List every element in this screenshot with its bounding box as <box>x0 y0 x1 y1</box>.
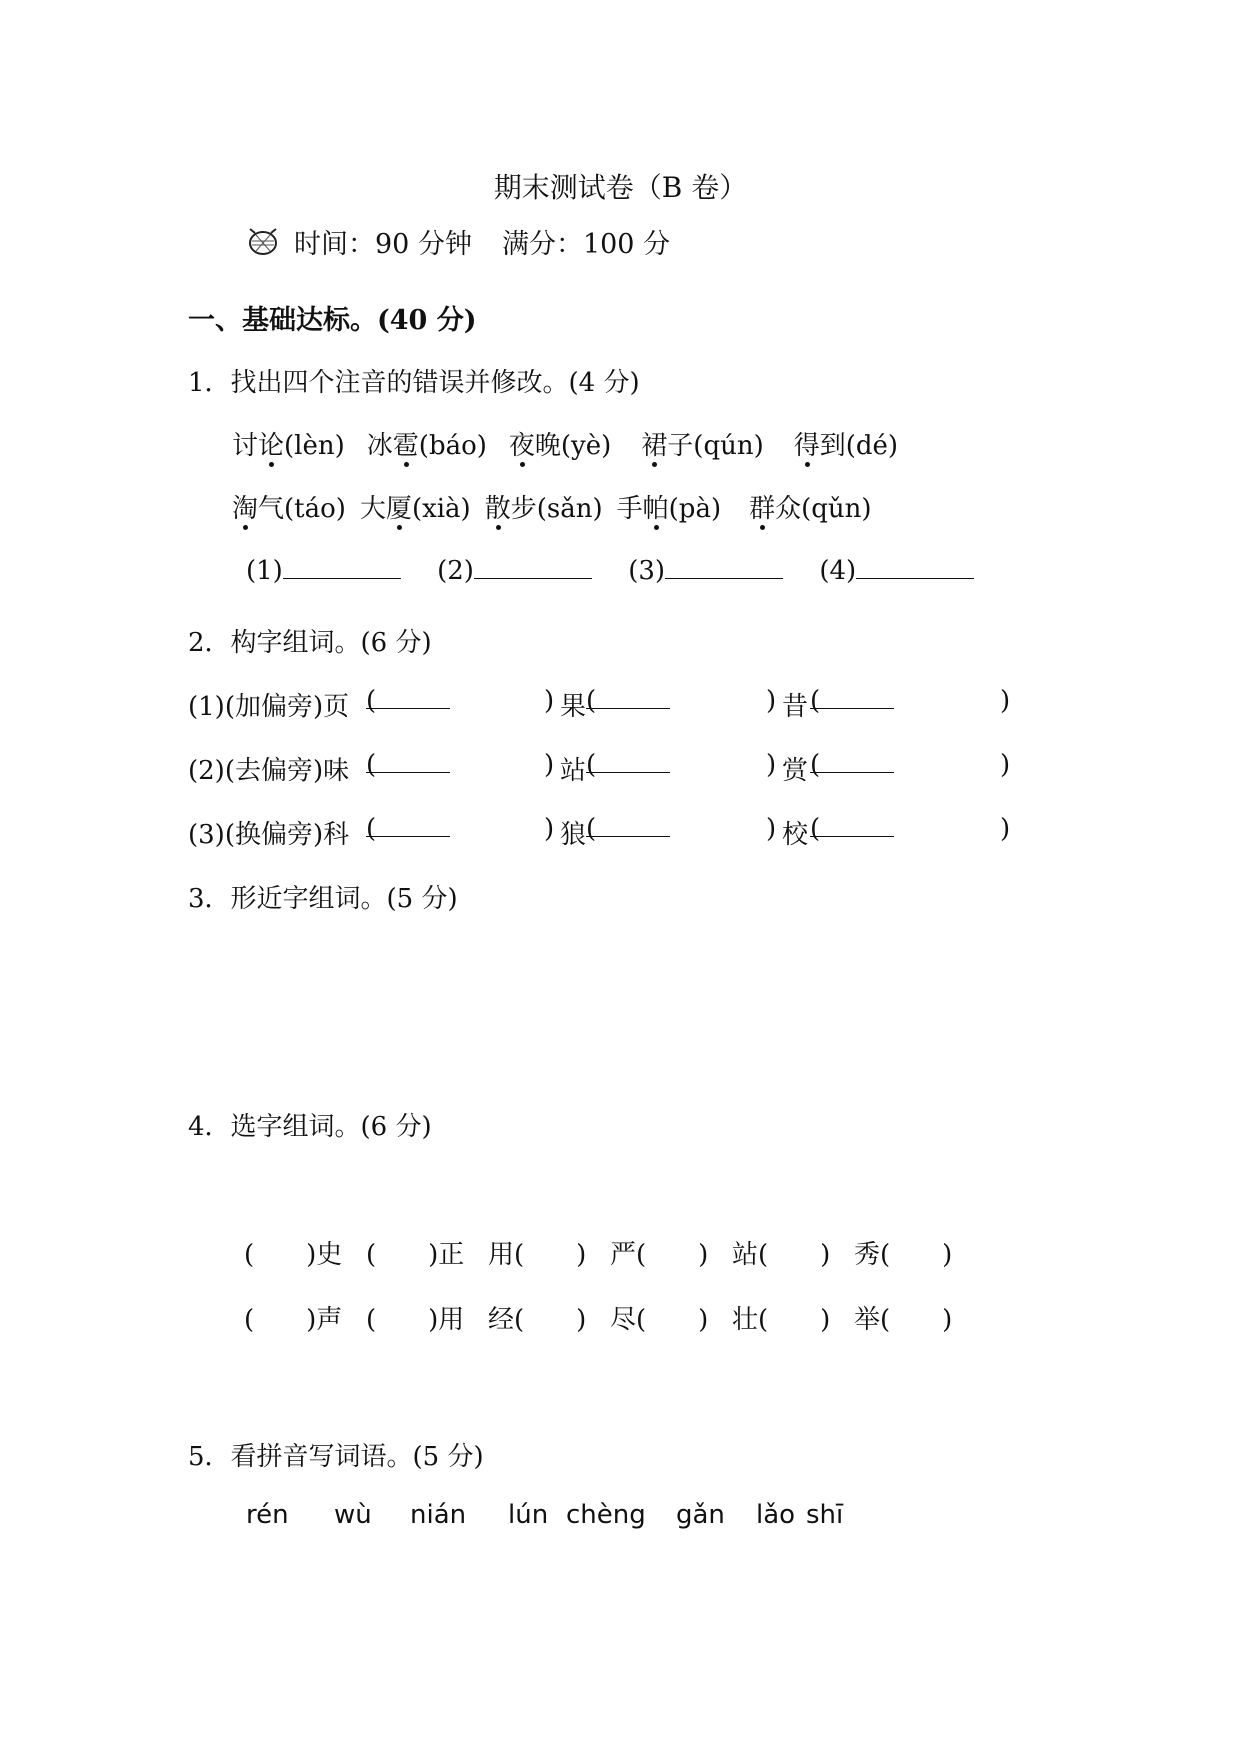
pinyin-syllable: wù <box>334 1500 372 1530</box>
q1-word: 大厦 (xià) <box>360 488 471 525</box>
answer-blank[interactable] <box>366 750 450 773</box>
q1-word: 得 到(dé) <box>794 425 898 462</box>
answer-blank[interactable] <box>856 556 974 579</box>
pinyin-syllable: chèng <box>566 1500 646 1530</box>
q3-prompt: 3．形近字组词。(5 分) <box>188 884 458 914</box>
pinyin-syllable: lún <box>508 1500 549 1530</box>
pinyin-syllable: nián <box>410 1500 467 1530</box>
section-heading: 一、基础达标。(40 分) <box>188 305 477 336</box>
answer-blank[interactable] <box>810 814 894 837</box>
pinyin-syllable: rén <box>246 1500 289 1530</box>
pinyin-syllable: shī <box>806 1500 844 1530</box>
q4-item: ( )用 <box>366 1305 465 1335</box>
q1-word: 冰雹 (báo) <box>367 425 487 462</box>
score-label: 满分：100 分 <box>501 229 671 260</box>
pinyin-syllable: gǎn <box>676 1500 725 1530</box>
q4-item: 站( ) <box>732 1240 831 1270</box>
answer-blank[interactable] <box>366 814 450 837</box>
q4-item: 壮( ) <box>732 1305 831 1335</box>
q1-word: 淘 气(táo) <box>232 488 346 525</box>
exam-info <box>246 222 670 261</box>
answer-blank[interactable] <box>665 556 783 579</box>
answer-blank[interactable] <box>586 814 670 837</box>
q4-item: 秀( ) <box>854 1240 953 1270</box>
q4-item: 举( ) <box>854 1305 953 1335</box>
answer-blank[interactable] <box>586 686 670 709</box>
answer-blank[interactable] <box>474 556 592 579</box>
q1-answers: (1) (2) (3) (4) <box>246 556 974 586</box>
clock-icon <box>246 227 280 257</box>
q1-word: 散 步(sǎn) <box>485 488 603 525</box>
q4-item: 经( ) <box>488 1305 587 1335</box>
q1-word: 群 众(qǔn) <box>749 488 871 525</box>
q1-word: 裙 子(qún) <box>641 425 763 462</box>
q1-word: 手帕 (pà) <box>617 488 721 525</box>
q5-prompt: 5．看拼音写词语。(5 分) <box>188 1442 484 1472</box>
q4-item: ( )史 <box>244 1240 343 1270</box>
q1-word: 讨论 (lèn) <box>232 425 345 462</box>
q4-item: 用( ) <box>488 1240 587 1270</box>
q4-item: 尽( ) <box>610 1305 709 1335</box>
answer-blank[interactable] <box>586 750 670 773</box>
answer-blank[interactable] <box>366 686 450 709</box>
q4-item: 严( ) <box>610 1240 709 1270</box>
q1-word: 夜 晚(yè) <box>509 425 611 462</box>
page-title: 期末测试卷（B 卷） <box>493 171 748 204</box>
q4-prompt: 4．选字组词。(6 分) <box>188 1112 432 1142</box>
q1-row2 <box>232 488 872 525</box>
answer-blank[interactable] <box>283 556 401 579</box>
q2-prompt: 2．构字组词。(6 分) <box>188 628 432 658</box>
q4-item: ( )声 <box>244 1305 343 1335</box>
answer-blank[interactable] <box>810 750 894 773</box>
time-label: 时间：90 分钟 <box>294 229 472 260</box>
q1-row1 <box>232 425 898 462</box>
q4-item: ( )正 <box>366 1240 465 1270</box>
answer-blank[interactable] <box>810 686 894 709</box>
pinyin-syllable: lǎo <box>756 1500 796 1530</box>
q1-prompt: 1．找出四个注音的错误并修改。(4 分) <box>188 368 640 398</box>
